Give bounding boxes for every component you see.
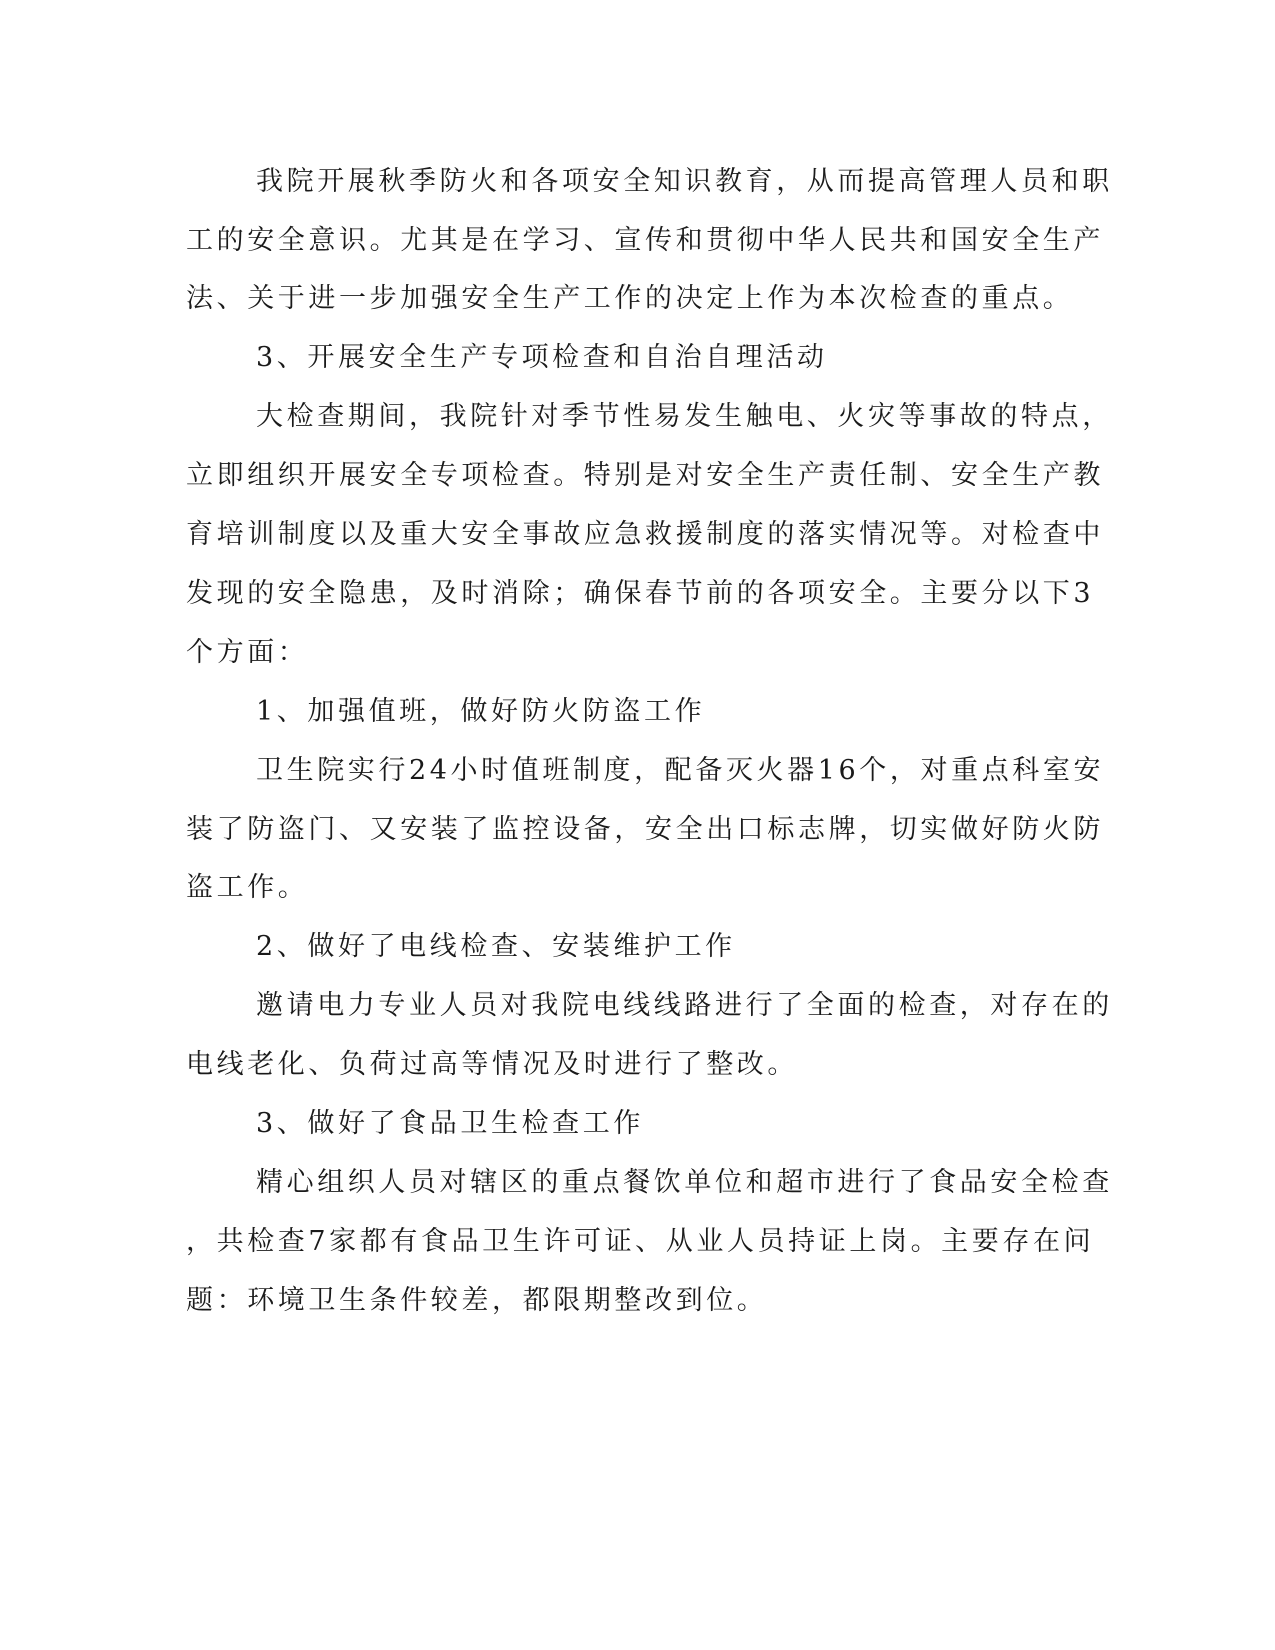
paragraph-line: 题：环境卫生条件较差，都限期整改到位。 — [186, 1285, 768, 1316]
paragraph-line: 立即组织开展安全专项检查。特别是对安全生产责任制、安全生产教 — [186, 460, 1104, 491]
paragraph-line: 邀请电力专业人员对我院电线线路进行了全面的检查，对存在的 — [256, 990, 1113, 1021]
paragraph-line: 发现的安全隐患，及时消除；确保春节前的各项安全。主要分以下3 — [186, 578, 1095, 609]
paragraph-line: 精心组织人员对辖区的重点餐饮单位和超市进行了食品安全检查 — [256, 1167, 1113, 1198]
paragraph-line: 大检查期间，我院针对季节性易发生触电、火灾等事故的特点， — [256, 401, 1113, 432]
section-heading: 3、开展安全生产专项检查和自治自理活动 — [256, 342, 828, 373]
paragraph-line: 我院开展秋季防火和各项安全知识教育，从而提高管理人员和职 — [256, 166, 1113, 197]
section-heading: 2、做好了电线检查、安装维护工作 — [256, 931, 736, 962]
paragraph-line: 电线老化、负荷过高等情况及时进行了整改。 — [186, 1049, 798, 1080]
section-heading: 3、做好了食品卫生检查工作 — [256, 1108, 644, 1139]
paragraph-line: ，共检查7家都有食品卫生许可证、从业人员持证上岗。主要存在问 — [186, 1226, 1095, 1257]
paragraph-line: 盗工作。 — [186, 872, 309, 903]
paragraph-line: 个方面： — [186, 637, 309, 668]
paragraph-line: 装了防盗门、又安装了监控设备，安全出口标志牌，切实做好防火防 — [186, 814, 1104, 845]
paragraph-line: 育培训制度以及重大安全事故应急救援制度的落实情况等。对检查中 — [186, 519, 1104, 550]
paragraph-line: 工的安全意识。尤其是在学习、宣传和贯彻中华人民共和国安全生产 — [186, 225, 1104, 256]
paragraph-line: 卫生院实行24小时值班制度，配备灭火器16个，对重点科室安 — [256, 755, 1105, 786]
paragraph-line: 法、关于进一步加强安全生产工作的决定上作为本次检查的重点。 — [186, 283, 1074, 314]
section-heading: 1、加强值班，做好防火防盗工作 — [256, 696, 706, 727]
